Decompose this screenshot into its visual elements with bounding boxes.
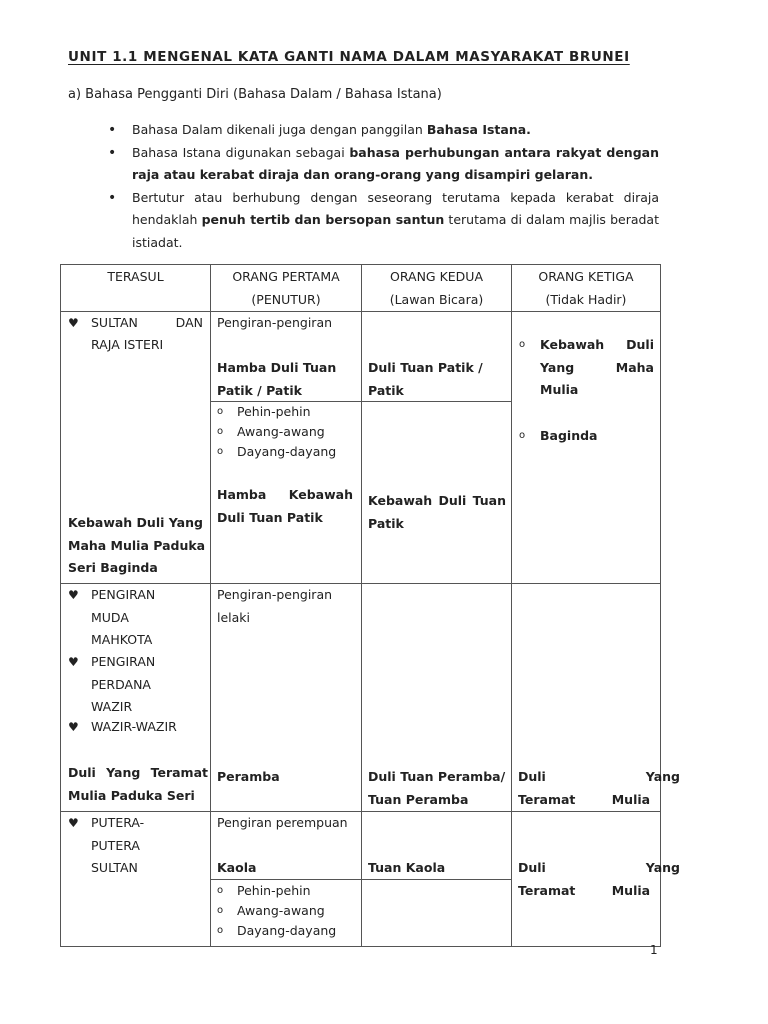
- pertama-value: Kaola: [217, 860, 257, 875]
- terasul-item: PUTERA-PUTERA SULTAN: [91, 815, 145, 875]
- heart-bullet-icon: ♥: [68, 316, 79, 330]
- cell-orang-kedua: [362, 312, 512, 584]
- list-item: o Awang-awang: [213, 422, 336, 442]
- terasul-item: WAZIR-WAZIR: [91, 719, 177, 734]
- table-header-row: [61, 265, 661, 312]
- bullet-item: • Bahasa Dalam dikenali juga dengan panggilan Bahasa Istana.: [132, 119, 659, 142]
- section-heading: a) Bahasa Pengganti Diri (Bahasa Dalam / Bahasa Istana): [68, 87, 442, 102]
- cell-orang-kedua: [362, 584, 512, 812]
- cell-orang-pertama: [211, 312, 362, 584]
- cell-orang-ketiga: o Kebawah Duli Yang Maha Mulia o Baginda: [512, 312, 661, 584]
- kedua-value: Duli Tuan Patik / Patik: [368, 360, 483, 398]
- pertama-value: Hamba Kebawah Duli Tuan Patik: [217, 487, 353, 525]
- heart-bullet-icon: ♥: [68, 655, 79, 669]
- kedua-value: Tuan Kaola: [368, 860, 446, 875]
- header-orang-pertama: ORANG PERTAMA (PENUTUR): [211, 265, 362, 312]
- table-row: [61, 312, 661, 584]
- bullet-list: [132, 119, 659, 254]
- ketiga-value: Duli Yang Teramat Mulia: [518, 769, 680, 807]
- ketiga-item: Kebawah Duli Yang Maha Mulia: [540, 337, 654, 397]
- bullet-item: • Bertutur atau berhubung dengan seseorang terutama kepada kerabat diraja hendaklah penuh tertib dan bersopan santun terutama di dalam majlis beradat istiadat.: [132, 187, 659, 255]
- terasul-gelaran: Duli Yang Teramat Mulia Paduka Seri: [68, 765, 208, 803]
- pertama-list: [213, 402, 336, 462]
- list-item: o Awang-awang: [213, 901, 336, 921]
- cell-divider: [361, 879, 512, 880]
- header-terasul: TERASUL: [61, 265, 211, 312]
- cell-terasul: [61, 312, 211, 584]
- cell-orang-kedua: [362, 812, 512, 947]
- table-row: [61, 584, 661, 812]
- cell-orang-pertama: [211, 812, 362, 947]
- cell-orang-ketiga: [512, 584, 680, 812]
- table-row: [61, 812, 661, 947]
- pertama-list: [213, 881, 336, 941]
- terasul-item: PENGIRAN MUDA MAHKOTA: [91, 587, 156, 647]
- cell-divider: [210, 879, 362, 880]
- heart-bullet-icon: ♥: [68, 816, 79, 830]
- terasul-item: RAJA ISTERI: [91, 337, 164, 352]
- cell-terasul: [61, 584, 211, 812]
- terasul-item: PENGIRAN PERDANA WAZIR: [91, 654, 156, 714]
- header-orang-ketiga: ORANG KETIGA (Tidak Hadir): [512, 265, 661, 312]
- kedua-value: Kebawah Duli Tuan Patik: [368, 493, 506, 531]
- header-orang-kedua: ORANG KEDUA (Lawan Bicara): [362, 265, 512, 312]
- pertama-label: Pengiran perempuan: [217, 815, 348, 830]
- page-title: UNIT 1.1 MENGENAL KATA GANTI NAMA DALAM MASYARAKAT BRUNEI: [68, 49, 630, 65]
- pertama-label: Pengiran-pengiran: [217, 315, 333, 330]
- cell-divider: [361, 401, 512, 402]
- pertama-value: Peramba: [217, 769, 280, 784]
- heart-bullet-icon: ♥: [68, 588, 79, 602]
- terasul-item: SULTAN DAN: [91, 315, 203, 330]
- cell-terasul: [61, 812, 211, 947]
- pertama-value: Hamba Duli Tuan Patik / Patik: [217, 360, 337, 398]
- cell-orang-ketiga: [512, 812, 680, 947]
- list-item: o Pehin-pehin: [213, 881, 336, 901]
- terasul-gelaran: Kebawah Duli Yang Maha Mulia Paduka Seri Baginda: [68, 515, 206, 575]
- list-item: o Pehin-pehin: [213, 402, 336, 422]
- kata-ganti-table: [60, 264, 680, 947]
- bullet-item: • Bahasa Istana digunakan sebagai bahasa perhubungan antara rakyat dengan raja atau kerabat diraja dan orang-orang yang disampiri gelaran.: [132, 142, 659, 187]
- heart-bullet-icon: ♥: [68, 720, 79, 734]
- cell-orang-pertama: [211, 584, 362, 812]
- kedua-value: Duli Tuan Peramba/ Tuan Peramba: [368, 769, 506, 807]
- list-item: o Dayang-dayang: [213, 442, 336, 462]
- list-item: o Dayang-dayang: [213, 921, 336, 941]
- ketiga-value: Duli Yang Teramat Mulia: [518, 860, 680, 898]
- ketiga-item: Baginda: [540, 428, 598, 443]
- page-number: 1: [650, 943, 658, 957]
- pertama-label: Pengiran-pengiran lelaki: [217, 587, 333, 625]
